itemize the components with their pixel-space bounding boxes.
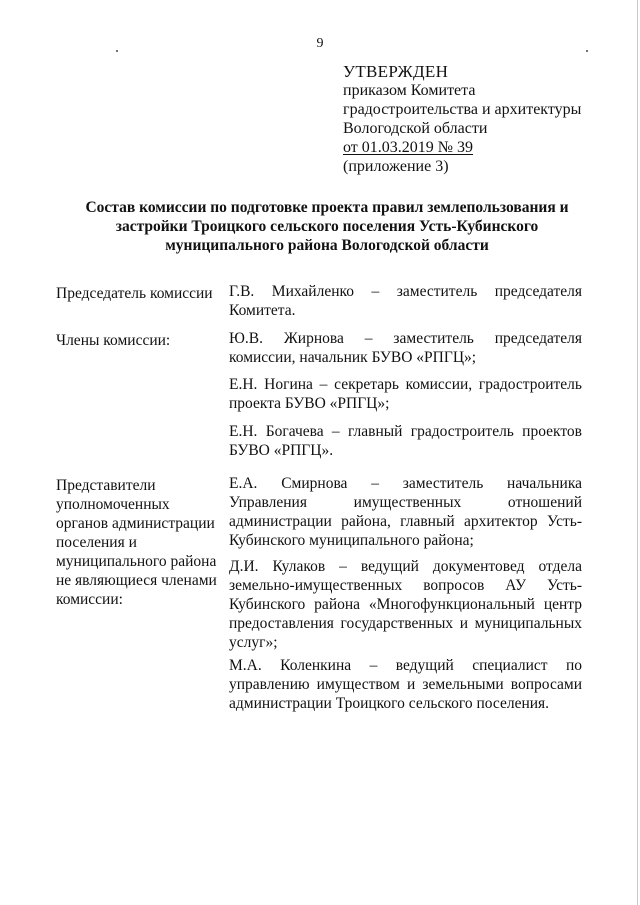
entry-line: Д.И. Кулаков – ведущий документовед отдела: [229, 558, 582, 575]
role-line: комиссии:: [56, 591, 123, 608]
entry-line: управлению имуществом и земельными вопросами: [229, 676, 582, 693]
role-line: Представители: [56, 477, 156, 494]
approval-line: приказом Комитета: [343, 82, 476, 99]
entry-line: администрации района, главный архитектор Усть-: [229, 513, 582, 530]
entry-line: Г.В. Михайленко – заместитель председателя: [229, 283, 582, 300]
entry-representative: [229, 557, 582, 652]
page-number: 9: [316, 36, 324, 51]
role-representatives: [56, 476, 218, 609]
heading-line: Состав комиссии по подготовке проекта правил землепользования и: [85, 199, 569, 216]
role-line: муниципального района: [56, 553, 217, 570]
approval-order-number: от 01.03.2019 № 39: [343, 139, 474, 156]
entry-line: Е.Н. Ногина – секретарь комиссии, градостроитель: [229, 376, 582, 393]
role-line: поселения и: [56, 534, 137, 551]
role-members: Члены комиссии:: [56, 332, 171, 349]
entry-line: предоставления государственных и муниципальных: [229, 615, 582, 632]
entry-line: Комитета.: [229, 302, 296, 319]
approval-title: УТВЕРЖДЕН: [343, 62, 449, 81]
entry-line: земельно-имущественных вопросов АУ Усть-: [229, 577, 582, 594]
entry-line: администрации Троицкого сельского поселения.: [229, 695, 550, 712]
entry-line: Е.Н. Богачева – главный градостроитель проектов: [229, 423, 582, 440]
approval-line: градостроительства и архитектуры: [343, 101, 582, 118]
role-line: уполномоченных: [56, 496, 170, 513]
scan-speck: [116, 50, 118, 52]
entry-line: Управления имущественных отношений: [229, 494, 582, 511]
entry-representative: [229, 656, 582, 713]
document-heading: [62, 198, 592, 255]
scan-edge-line: [637, 0, 638, 905]
entry-chair: [229, 282, 582, 320]
entry-representative: [229, 474, 582, 550]
entry-line: Ю.В. Жирнова – заместитель председателя: [229, 330, 582, 347]
entry-line: Кубинского района «Многофункциональный центр: [229, 596, 582, 613]
entry-member: [229, 422, 582, 460]
entry-line: Кубинского муниципального района;: [229, 532, 474, 549]
heading-line: муниципального района Вологодской области: [165, 237, 489, 254]
role-chair: Председатель комиссии: [56, 285, 213, 302]
approval-line: Вологодской области: [343, 120, 488, 137]
entry-line: БУВО «РПГЦ».: [229, 442, 334, 459]
role-line: органов администрации: [56, 515, 215, 532]
scan-speck: [586, 50, 588, 52]
entry-member: [229, 375, 582, 413]
entry-line: комиссии, начальник БУВО «РПГЦ»;: [229, 349, 477, 366]
approval-stamp: [343, 62, 581, 176]
approval-attachment: (приложение 3): [343, 158, 449, 175]
entry-line: проекта БУВО «РПГЦ»;: [229, 395, 390, 412]
entry-line: М.А. Коленкина – ведущий специалист по: [229, 657, 582, 674]
entry-line: Е.А. Смирнова – заместитель начальника: [229, 475, 582, 492]
entry-line: услуг»;: [229, 634, 278, 651]
heading-line: застройки Троицкого сельского поселения Усть-Кубинского: [115, 218, 539, 235]
role-line: не являющиеся членами: [56, 572, 217, 589]
entry-member: [229, 329, 582, 367]
